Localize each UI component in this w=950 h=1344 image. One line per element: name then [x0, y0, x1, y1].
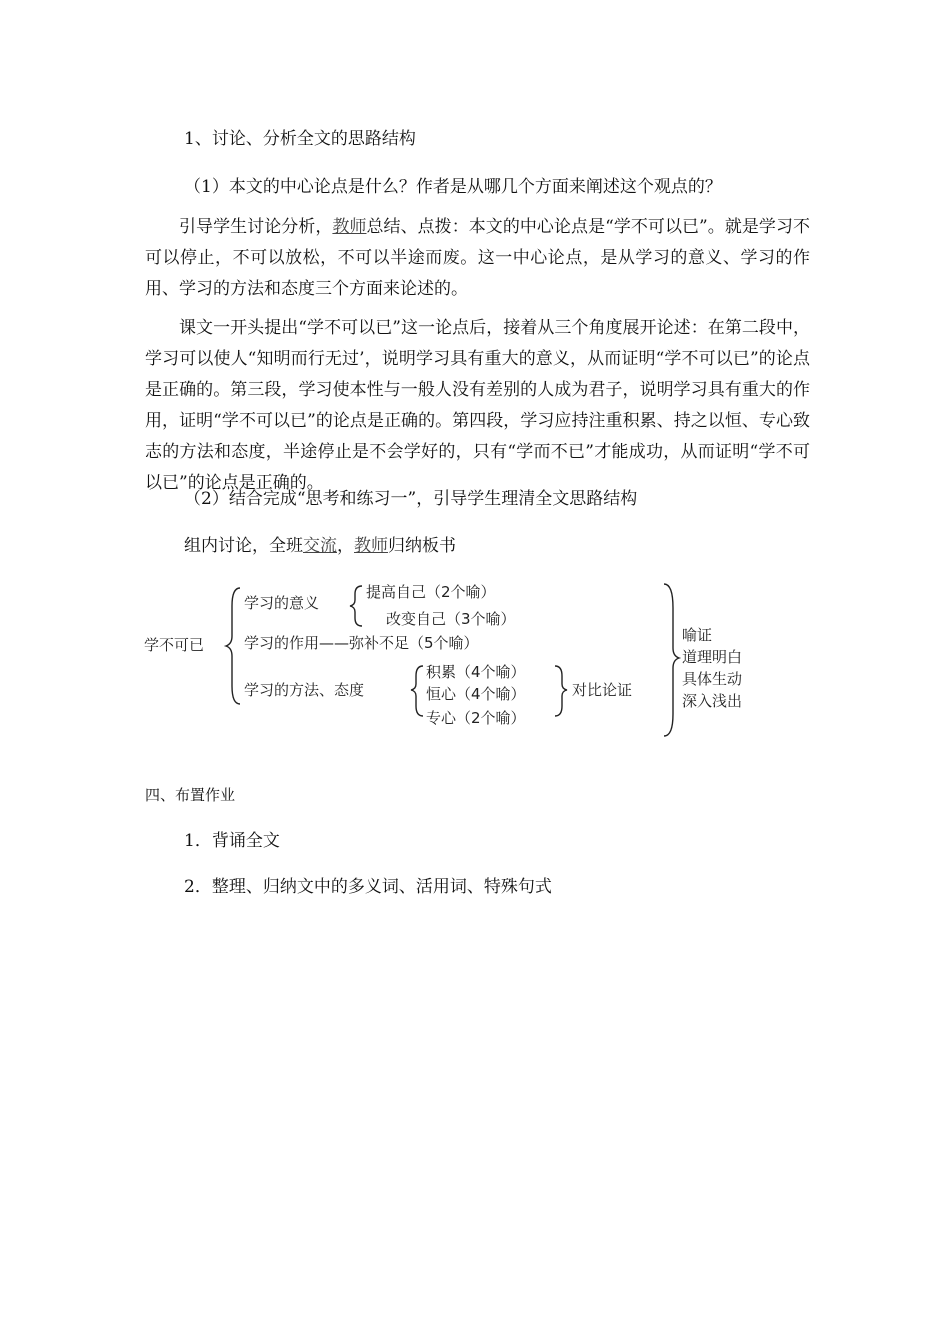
branch-meaning: 学习的意义: [244, 594, 320, 612]
section-4-heading: 四、布置作业: [145, 786, 236, 804]
summary-line-1: 喻证: [682, 626, 713, 644]
paragraph-analysis-pre: 引导学生讨论分析，: [179, 217, 333, 237]
summary-line-2: 道理明白: [682, 648, 743, 666]
teacher-link-2[interactable]: 教师: [354, 536, 388, 556]
group-discussion-line: [184, 531, 456, 562]
homework-item-1: 1．背诵全文: [184, 831, 280, 851]
meaning-item-2: 改变自己（3个喻）: [386, 610, 516, 628]
method-item-2: 恒心（4个喻）: [426, 685, 526, 703]
meaning-brace: [350, 586, 362, 626]
exchange-link[interactable]: 交流: [303, 536, 337, 556]
summary-line-3: 具体生动: [682, 670, 743, 688]
summary-line-4: 深入浅出: [682, 692, 743, 710]
summary-brace: [664, 584, 679, 736]
question-2: （2）结合完成“思考和练习一”，引导学生理清全文思路结构: [184, 489, 638, 509]
question-1: （1）本文的中心论点是什么？作者是从哪几个方面来阐述这个观点的？: [184, 177, 722, 197]
group-line-post: 归纳板书: [388, 536, 456, 556]
contrast-label: 对比论证: [572, 681, 633, 699]
diagram-root: 学不可已: [144, 636, 205, 654]
root-brace: [226, 588, 240, 704]
method-close-brace: [555, 666, 567, 716]
paragraph-analysis: [145, 212, 810, 305]
meaning-item-1: 提高自己（2个喻）: [366, 583, 496, 601]
group-line-mid: ，: [337, 536, 354, 556]
paragraph-argument: 课文一开头提出“学不可以已”这一论点后，接着从三个角度展开论述：在第二段中，学习可以使人“知明而行无过’，说明学习具有重大的意义，从而证明“学不可以已”的论点是正确的。第三段，学习使本性与一般人没有差别的人成为君子，说明学习具有重大的作用，证明“学不可以已”的论点是正确的。第四段，学习应持注重积累、持之以恒、专心致志的方法和态度，半途停止是不会学好的，只有“学而不已”才能成功，从而证明“学不可以已”的论点是正确的。: [145, 318, 810, 493]
group-line-pre: 组内讨论，全班: [184, 536, 303, 556]
method-item-3: 专心（2个喻）: [426, 709, 526, 727]
homework-item-2: 2．整理、归纳文中的多义词、活用词、特殊句式: [184, 877, 552, 897]
section-heading: 1、讨论、分析全文的思路结构: [184, 129, 416, 149]
branch-method: 学习的方法、态度: [244, 681, 365, 699]
structure-diagram: [140, 578, 780, 743]
paragraph-analysis-post: 总结、点拨：本文的中心论点是“学不可以已”。就是学习不可以停止，不可以放松，不可以半途而废。这一中心论点，是从学习的意义、学习的作用、学习的方法和态度三个方面来论述的。: [145, 217, 811, 299]
method-brace: [411, 666, 423, 716]
method-item-1: 积累（4个喻）: [426, 663, 526, 681]
teacher-link[interactable]: 教师: [332, 217, 367, 237]
branch-effect: 学习的作用——弥补不足（5个喻）: [244, 634, 479, 652]
